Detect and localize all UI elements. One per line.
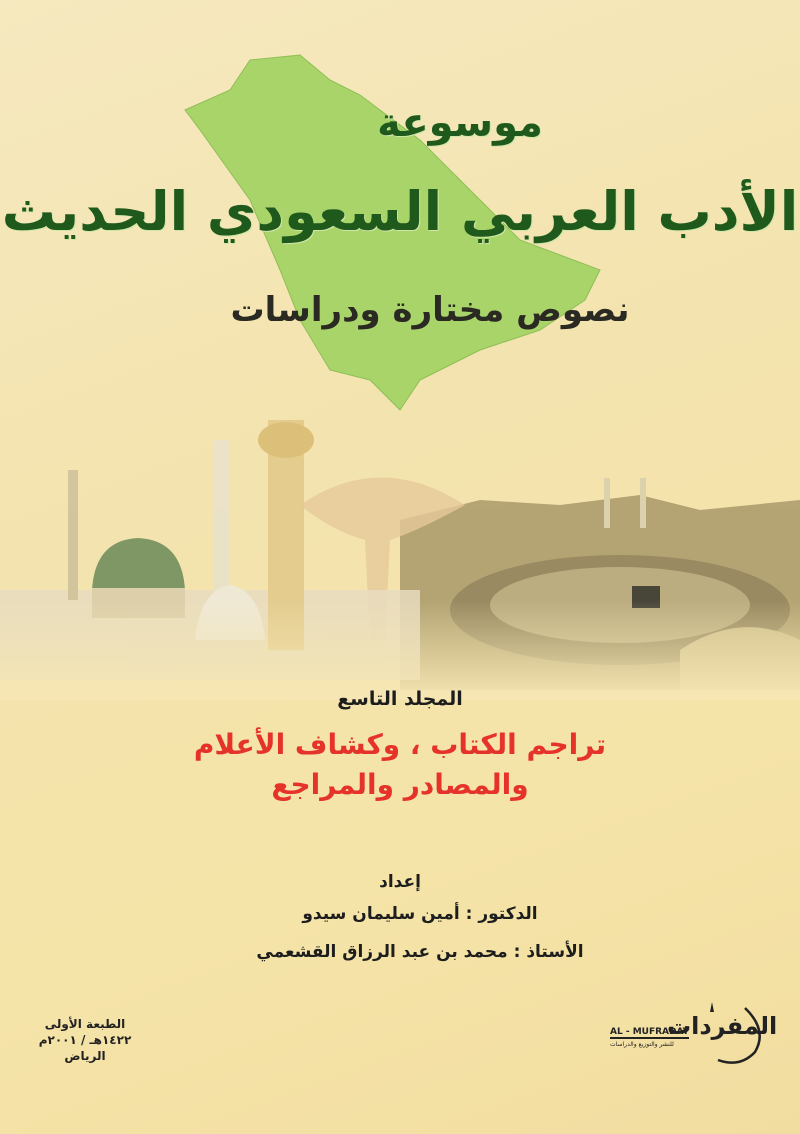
publisher-tagline: للنشر والتوزيع والدراسات bbox=[610, 1041, 674, 1048]
edition-city: الرياض bbox=[64, 1049, 106, 1063]
edition-info bbox=[30, 1016, 140, 1064]
prepared-by-label: إعداد bbox=[379, 872, 421, 892]
volume-title-line1: تراجم الكتاب ، وكشاف الأعلام bbox=[193, 728, 607, 761]
volume-number: المجلد التاسع bbox=[337, 688, 463, 710]
main-title: الأدب العربي السعودي الحديث bbox=[1, 180, 799, 243]
subtitle: نصوص مختارة ودراسات bbox=[230, 290, 630, 330]
series-title: موسوعة bbox=[377, 100, 543, 146]
edition-label: الطبعة الأولى bbox=[44, 1017, 126, 1031]
author-2: الأستاذ : محمد بن عبد الرزاق القشعمي bbox=[256, 942, 584, 962]
publisher-logo bbox=[605, 1000, 778, 1070]
author-1: الدكتور : أمين سليمان سيدو bbox=[302, 904, 538, 924]
volume-title-line2: والمصادر والمراجع bbox=[271, 768, 529, 801]
edition-date: ١٤٢٢هـ / ٢٠٠١م bbox=[38, 1033, 132, 1047]
publisher-name-en: AL - MUFRADAT bbox=[610, 1027, 689, 1037]
publisher-name-ar: المفردات bbox=[667, 1012, 778, 1040]
